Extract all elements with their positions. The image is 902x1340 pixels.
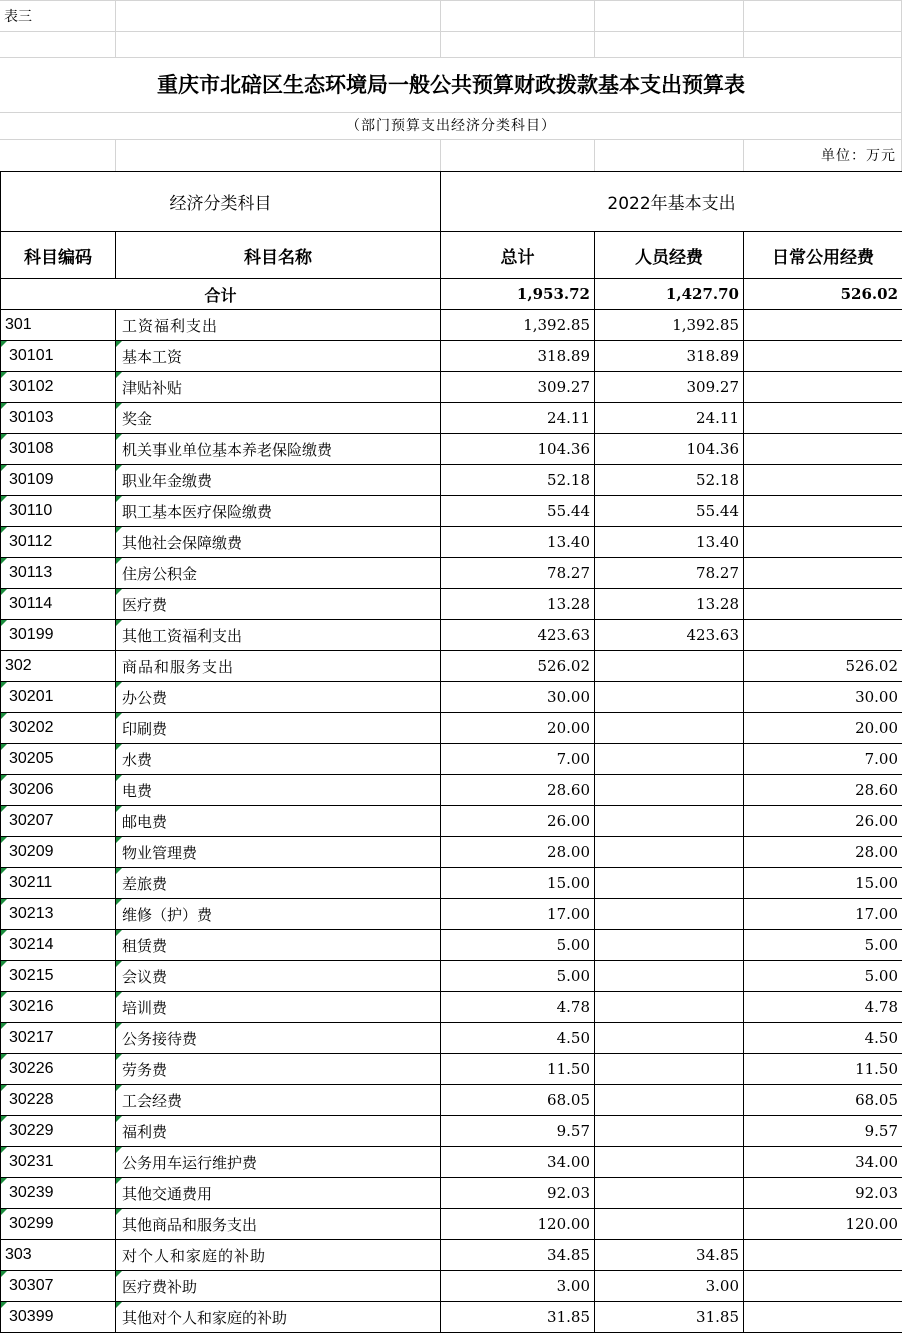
row-public: 20.00 [744,713,902,744]
row-personnel [595,651,744,682]
row-code: 30206 [1,775,116,806]
row-public [744,496,902,527]
table-group-row [1,1240,902,1271]
row-name: 印刷费 [116,713,441,744]
row-total: 92.03 [441,1178,595,1209]
table-row [1,961,902,992]
table-row [1,1085,902,1116]
header-total: 总计 [441,232,595,279]
row-public: 526.02 [744,651,902,682]
row-total: 34.00 [441,1147,595,1178]
table-row [1,775,902,806]
row-code: 30213 [1,899,116,930]
row-name: 基本工资 [116,341,441,372]
row-personnel [595,837,744,868]
header-code: 科目编码 [1,232,116,279]
row-code: 30101 [1,341,116,372]
row-code: 30202 [1,713,116,744]
row-code: 30209 [1,837,116,868]
row-public [744,372,902,403]
row-code: 30299 [1,1209,116,1240]
row-public [744,403,902,434]
row-personnel [595,868,744,899]
row-public [744,341,902,372]
row-total: 9.57 [441,1116,595,1147]
row-personnel [595,1116,744,1147]
table-row [1,465,902,496]
row-personnel [595,1178,744,1209]
table-row [1,527,902,558]
row-code: 30205 [1,744,116,775]
table-group-row [1,310,902,341]
row-personnel: 78.27 [595,558,744,589]
row-name: 物业管理费 [116,837,441,868]
sheet-tag: 表三 [4,9,32,25]
row-personnel [595,682,744,713]
row-public: 5.00 [744,961,902,992]
row-name: 公务用车运行维护费 [116,1147,441,1178]
row-name: 津贴补贴 [116,372,441,403]
row-personnel: 3.00 [595,1271,744,1302]
row-personnel [595,1085,744,1116]
row-personnel: 309.27 [595,372,744,403]
row-code: 30207 [1,806,116,837]
table-row [1,620,902,651]
row-name: 福利费 [116,1116,441,1147]
row-name: 维修（护）费 [116,899,441,930]
row-name: 租赁费 [116,930,441,961]
table-group-row [1,651,902,682]
row-personnel: 13.28 [595,589,744,620]
row-total: 120.00 [441,1209,595,1240]
row-total: 318.89 [441,341,595,372]
row-public: 9.57 [744,1116,902,1147]
row-public [744,1271,902,1302]
row-code: 30201 [1,682,116,713]
row-total: 4.78 [441,992,595,1023]
row-name: 职业年金缴费 [116,465,441,496]
row-name: 差旅费 [116,868,441,899]
row-total: 68.05 [441,1085,595,1116]
row-personnel [595,992,744,1023]
row-name: 商品和服务支出 [116,651,441,682]
table-row [1,744,902,775]
row-total: 5.00 [441,961,595,992]
row-total: 30.00 [441,682,595,713]
row-total: 17.00 [441,899,595,930]
row-total: 526.02 [441,651,595,682]
row-public: 120.00 [744,1209,902,1240]
row-public [744,1302,902,1333]
row-code: 30113 [1,558,116,589]
row-name: 机关事业单位基本养老保险缴费 [116,434,441,465]
table-row [1,1209,902,1240]
row-personnel [595,930,744,961]
row-name: 水费 [116,744,441,775]
row-code: 30229 [1,1116,116,1147]
row-total: 309.27 [441,372,595,403]
header-economic-category: 经济分类科目 [1,172,441,232]
unit-label: 单位：万元 [821,148,896,164]
row-public: 4.78 [744,992,902,1023]
row-code: 30214 [1,930,116,961]
header-public: 日常公用经费 [744,232,902,279]
row-total: 1,392.85 [441,310,595,341]
row-total: 55.44 [441,496,595,527]
table-row [1,1116,902,1147]
row-public: 30.00 [744,682,902,713]
row-name: 住房公积金 [116,558,441,589]
table-row [1,434,902,465]
row-personnel: 55.44 [595,496,744,527]
row-code: 30109 [1,465,116,496]
row-total: 13.28 [441,589,595,620]
row-public [744,1240,902,1271]
row-personnel [595,713,744,744]
row-personnel [595,961,744,992]
row-code: 30112 [1,527,116,558]
table-row [1,589,902,620]
table-row [1,930,902,961]
header-name: 科目名称 [116,232,441,279]
row-name: 其他商品和服务支出 [116,1209,441,1240]
row-code: 30108 [1,434,116,465]
row-total: 24.11 [441,403,595,434]
row-personnel [595,1054,744,1085]
row-code: 30110 [1,496,116,527]
row-public: 5.00 [744,930,902,961]
row-total: 13.40 [441,527,595,558]
row-personnel [595,1023,744,1054]
row-name: 邮电费 [116,806,441,837]
row-code: 30211 [1,868,116,899]
row-code: 30226 [1,1054,116,1085]
total-public: 526.02 [744,279,902,310]
table-row [1,372,902,403]
row-total: 78.27 [441,558,595,589]
table-row [1,1271,902,1302]
row-personnel [595,1147,744,1178]
row-personnel [595,899,744,930]
row-name: 工资福利支出 [116,310,441,341]
table-row [1,496,902,527]
row-name: 医疗费补助 [116,1271,441,1302]
row-public: 68.05 [744,1085,902,1116]
row-total: 34.85 [441,1240,595,1271]
table-row [1,713,902,744]
row-personnel: 104.36 [595,434,744,465]
row-name: 对个人和家庭的补助 [116,1240,441,1271]
row-code: 30102 [1,372,116,403]
header-basic-expenditure: 2022年基本支出 [441,172,902,232]
row-public [744,558,902,589]
row-name: 其他工资福利支出 [116,620,441,651]
header-group-row [1,172,902,232]
row-code: 30231 [1,1147,116,1178]
row-code: 30114 [1,589,116,620]
table-row [1,1147,902,1178]
row-public: 34.00 [744,1147,902,1178]
total-row [1,279,902,310]
row-code: 30217 [1,1023,116,1054]
table-row [1,1302,902,1333]
table-row [1,806,902,837]
row-total: 15.00 [441,868,595,899]
row-name: 会议费 [116,961,441,992]
table-row [1,403,902,434]
total-amount: 1,953.72 [441,279,595,310]
row-code: 30307 [1,1271,116,1302]
row-personnel: 34.85 [595,1240,744,1271]
row-total: 31.85 [441,1302,595,1333]
row-public: 7.00 [744,744,902,775]
table-row [1,868,902,899]
row-total: 20.00 [441,713,595,744]
row-personnel: 13.40 [595,527,744,558]
row-name: 工会经费 [116,1085,441,1116]
row-total: 7.00 [441,744,595,775]
row-personnel: 318.89 [595,341,744,372]
row-public: 26.00 [744,806,902,837]
row-public: 92.03 [744,1178,902,1209]
row-code: 302 [1,651,116,682]
row-total: 28.00 [441,837,595,868]
row-personnel [595,806,744,837]
row-public: 11.50 [744,1054,902,1085]
row-personnel: 423.63 [595,620,744,651]
row-personnel: 52.18 [595,465,744,496]
row-name: 电费 [116,775,441,806]
row-code: 30239 [1,1178,116,1209]
row-total: 423.63 [441,620,595,651]
row-total: 3.00 [441,1271,595,1302]
page-subtitle: （部门预算支出经济分类科目） [346,118,556,134]
table-row [1,992,902,1023]
row-name: 办公费 [116,682,441,713]
row-name: 培训费 [116,992,441,1023]
row-code: 30215 [1,961,116,992]
row-code: 301 [1,310,116,341]
row-name: 医疗费 [116,589,441,620]
row-public: 28.00 [744,837,902,868]
row-code: 30103 [1,403,116,434]
table-row [1,558,902,589]
row-total: 5.00 [441,930,595,961]
row-public: 15.00 [744,868,902,899]
row-public: 4.50 [744,1023,902,1054]
row-name: 劳务费 [116,1054,441,1085]
row-personnel: 24.11 [595,403,744,434]
table-row [1,1023,902,1054]
row-public [744,589,902,620]
table-row [1,1054,902,1085]
page-title: 重庆市北碚区生态环境局一般公共预算财政拨款基本支出预算表 [157,72,745,97]
row-total: 104.36 [441,434,595,465]
row-code: 30199 [1,620,116,651]
budget-table [0,171,902,1333]
row-public [744,434,902,465]
row-personnel [595,1209,744,1240]
row-total: 28.60 [441,775,595,806]
table-row [1,1178,902,1209]
row-name: 奖金 [116,403,441,434]
row-code: 303 [1,1240,116,1271]
table-row [1,899,902,930]
row-total: 11.50 [441,1054,595,1085]
row-name: 公务接待费 [116,1023,441,1054]
row-name: 其他交通费用 [116,1178,441,1209]
row-total: 52.18 [441,465,595,496]
row-public [744,310,902,341]
total-label: 合计 [1,279,441,310]
row-personnel [595,775,744,806]
row-code: 30399 [1,1302,116,1333]
row-code: 30228 [1,1085,116,1116]
row-total: 4.50 [441,1023,595,1054]
row-code: 30216 [1,992,116,1023]
row-personnel [595,744,744,775]
row-public [744,620,902,651]
row-name: 其他社会保障缴费 [116,527,441,558]
row-personnel: 31.85 [595,1302,744,1333]
table-row [1,341,902,372]
table-row [1,837,902,868]
row-personnel: 1,392.85 [595,310,744,341]
table-row [1,682,902,713]
row-public [744,527,902,558]
header-column-row [1,232,902,279]
row-total: 26.00 [441,806,595,837]
row-name: 其他对个人和家庭的补助 [116,1302,441,1333]
row-public: 17.00 [744,899,902,930]
row-public [744,465,902,496]
total-personnel: 1,427.70 [595,279,744,310]
row-public: 28.60 [744,775,902,806]
row-name: 职工基本医疗保险缴费 [116,496,441,527]
header-personnel: 人员经费 [595,232,744,279]
